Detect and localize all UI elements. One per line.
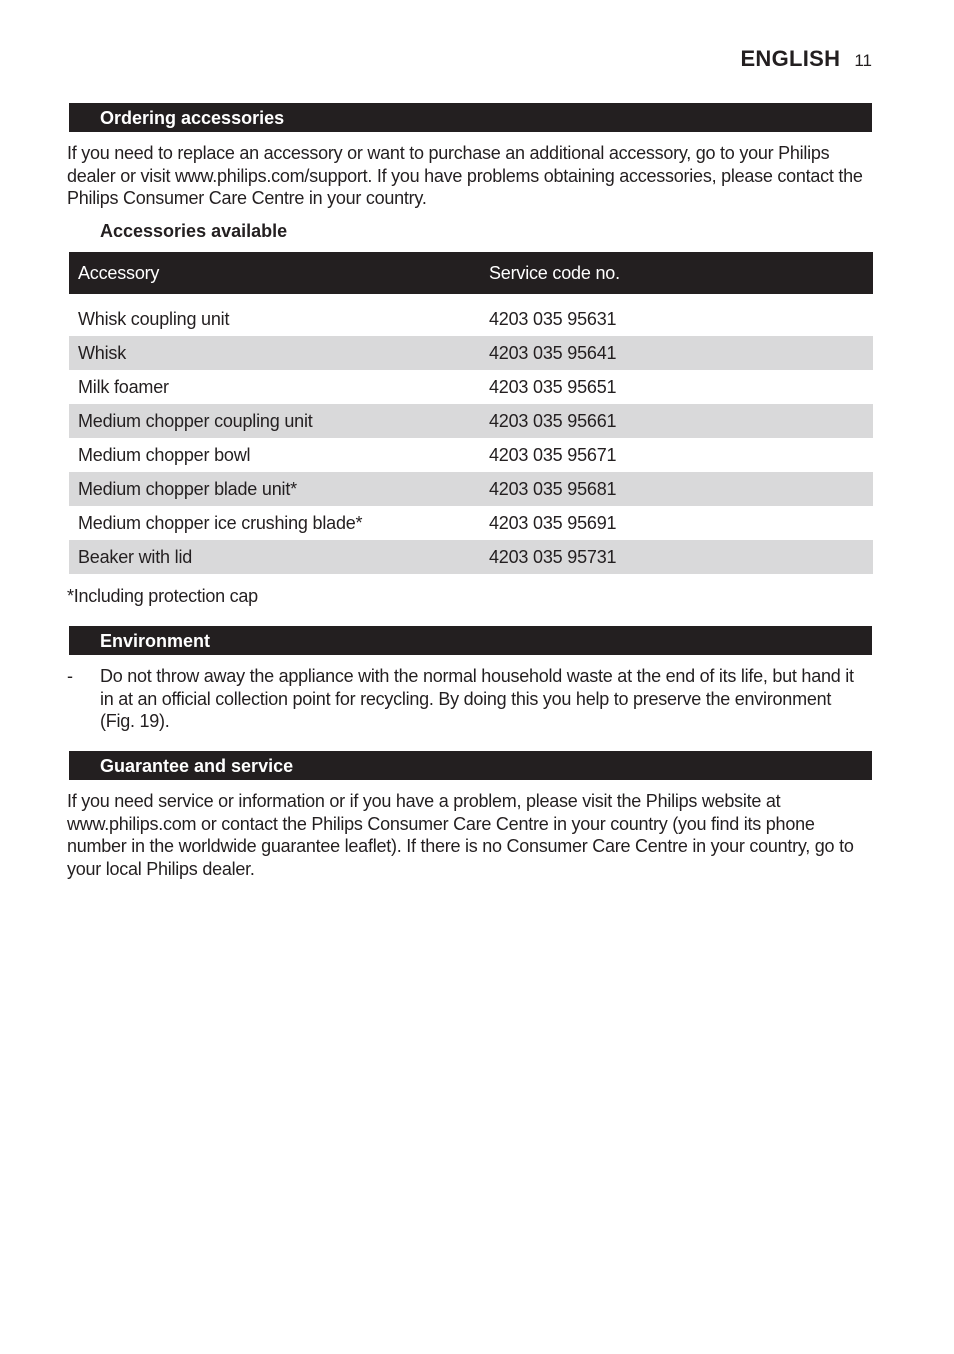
- table-footnote: *Including protection cap: [67, 586, 258, 606]
- table-header-row: [69, 252, 873, 294]
- environment-bullet: [67, 665, 867, 733]
- page-number: 11: [854, 51, 872, 70]
- service-code-cell: 4203 035 95641: [480, 336, 873, 370]
- service-code-cell: 4203 035 95731: [480, 540, 873, 574]
- accessory-cell: Whisk coupling unit: [78, 308, 230, 329]
- service-code-cell: 4203 035 95651: [489, 376, 617, 397]
- table-row: [69, 472, 873, 506]
- table-row: [69, 404, 873, 438]
- accessory-cell: Medium chopper coupling unit: [69, 404, 480, 438]
- language-label: ENGLISH: [740, 46, 841, 71]
- section-title-environment: Environment: [69, 626, 872, 655]
- accessory-cell: Whisk: [69, 336, 480, 370]
- table-row: [69, 438, 873, 472]
- page-header: [740, 46, 872, 72]
- table-row: [69, 302, 873, 336]
- table-row: [69, 540, 873, 574]
- column-header-accessory: Accessory: [69, 252, 480, 294]
- accessory-cell: Medium chopper blade unit*: [69, 472, 480, 506]
- accessory-cell: Medium chopper bowl: [78, 444, 251, 465]
- service-code-cell: 4203 035 95671: [489, 444, 617, 465]
- accessories-available-heading: Accessories available: [100, 221, 288, 241]
- service-code-cell: 4203 035 95631: [489, 308, 617, 329]
- service-code-cell: 4203 035 95661: [480, 404, 873, 438]
- environment-bullet-text: Do not throw away the appliance with the normal household waste at the end of its life, but hand it in at an official collection point for recycling. By doing this you help to preserve the environment (Fig. 19).: [100, 666, 854, 732]
- service-code-cell: 4203 035 95691: [489, 512, 617, 533]
- guarantee-paragraph: If you need service or information or if you have a problem, please visit the Philips website at www.philips.com or contact the Philips Consumer Care Centre in your country (you find its phone number in the worldwide guarantee leaflet). If there is no Consumer Care Centre in your country, go to your local Philips dealer.: [67, 791, 854, 879]
- accessories-table: [69, 252, 873, 574]
- column-header-service-code: Service code no.: [480, 252, 873, 294]
- section-title-guarantee-and-service: Guarantee and service: [69, 751, 872, 780]
- table-row: [69, 370, 873, 404]
- service-code-cell: 4203 035 95681: [480, 472, 873, 506]
- ordering-paragraph: If you need to replace an accessory or want to purchase an additional accessory, go to your Philips dealer or visit www.philips.com/support. If you have problems obtaining accessories, please contact the Philips Consumer Care Centre in your country.: [67, 143, 863, 209]
- table-row: [69, 336, 873, 370]
- accessory-cell: Milk foamer: [78, 376, 169, 397]
- accessory-cell: Medium chopper ice crushing blade*: [78, 512, 363, 533]
- section-title-ordering-accessories: Ordering accessories: [69, 103, 872, 132]
- table-row: [69, 506, 873, 540]
- bullet-marker: -: [67, 666, 73, 686]
- accessory-cell: Beaker with lid: [69, 540, 480, 574]
